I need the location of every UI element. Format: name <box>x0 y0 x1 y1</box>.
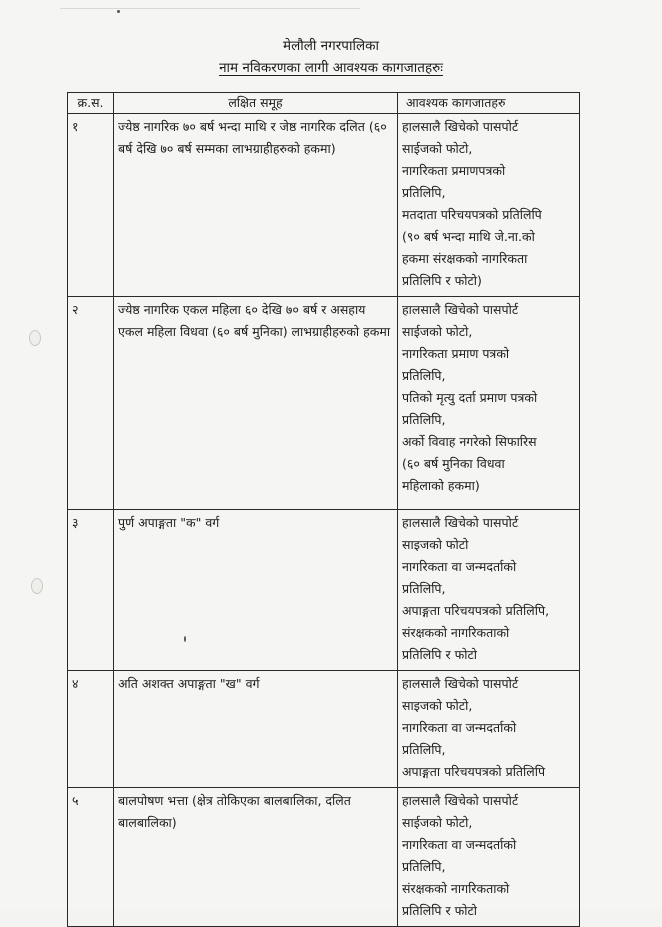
required-documents <box>398 671 580 788</box>
document-item: संरक्षकको नागरिकताको <box>402 881 510 896</box>
document-item: अर्को विवाह नगरेको सिफारिस <box>402 434 537 449</box>
paper-speck <box>117 10 120 13</box>
document-item: साईजको फोटो, <box>402 324 473 339</box>
document-item: नागरिकता वा जन्मदर्ताको <box>402 720 517 735</box>
document-item: प्रतिलिपि र फोटो <box>402 903 477 918</box>
table-row <box>68 510 580 671</box>
serial-number: ३ <box>68 510 114 671</box>
serial-number: ५ <box>68 788 114 927</box>
document-item: प्रतिलिपि, <box>402 859 446 874</box>
table-row <box>68 114 580 297</box>
paper-fold-mark <box>60 0 360 9</box>
table-row <box>68 788 580 927</box>
table-row <box>68 297 580 510</box>
document-item: प्रतिलिपि, <box>402 412 446 427</box>
required-documents <box>398 788 580 927</box>
document-item: साईजको फोटो, <box>402 815 473 830</box>
document-item: नागरिकता प्रमाणपत्रको <box>402 163 506 178</box>
document-item: हालसालै खिचेको पासपोर्ट <box>402 676 519 691</box>
target-group: बालपोषण भत्ता (क्षेत्र तोकिएका बालबालिका, दलित बालबालिका) <box>114 788 398 927</box>
required-documents-table <box>67 92 580 927</box>
document-item: नागरिकता वा जन्मदर्ताको <box>402 837 517 852</box>
serial-number: १ <box>68 114 114 297</box>
required-documents <box>398 510 580 671</box>
required-documents <box>398 114 580 297</box>
serial-number: ४ <box>68 671 114 788</box>
document-item: मतदाता परिचयपत्रको प्रतिलिपि <box>402 207 542 222</box>
document-item: (९० बर्ष भन्दा माथि जे.ना.को <box>402 229 535 244</box>
document-item: हकमा संरक्षकको नागरिकता <box>402 251 528 266</box>
document-subtitle: नाम नविकरणका लागी आवश्यक कागजातहरुः <box>219 60 443 76</box>
target-group: ज्येष्ठ नागरिक एकल महिला ६० देखि ७० बर्ष र असहाय एकल महिला विधवा (६० बर्ष मुनिका) लाभग्राहीहरुको हकमा <box>114 297 398 510</box>
document-item: प्रतिलिपि, <box>402 581 446 596</box>
column-header-required-documents: आवश्यक कागजातहरु <box>398 93 580 114</box>
document-item: (६० बर्ष मुनिका विधवा <box>402 456 505 471</box>
serial-number: २ <box>68 297 114 510</box>
document-item: प्रतिलिपि, <box>402 368 446 383</box>
target-group: ज्येष्ठ नागरिक ७० बर्ष भन्दा माथि र जेष्ठ नागरिक दलित (६० बर्ष देखि ७० बर्ष सम्मका लाभग्राहीहरुको हकमा) <box>114 114 398 297</box>
column-header-serial: क्र.स. <box>68 93 114 114</box>
document-item: प्रतिलिपि, <box>402 742 446 757</box>
document-item: नागरिकता वा जन्मदर्ताको <box>402 559 517 574</box>
document-item: प्रतिलिपि र फोटो <box>402 647 477 662</box>
document-item: प्रतिलिपि, <box>402 185 446 200</box>
table-row <box>68 671 580 788</box>
target-group: पुर्ण अपाङ्गता "क" वर्ग <box>114 510 398 671</box>
document-item: हालसालै खिचेको पासपोर्ट <box>402 515 519 530</box>
document-item: प्रतिलिपि र फोटो) <box>402 273 482 288</box>
document-item: हालसालै खिचेको पासपोर्ट <box>402 119 519 134</box>
document-item: साइजको फोटो <box>402 537 469 552</box>
document-item: अपाङ्गता परिचयपत्रको प्रतिलिपि <box>402 764 546 779</box>
document-header <box>0 36 662 78</box>
document-item: नागरिकता प्रमाण पत्रको <box>402 346 510 361</box>
table-header-row <box>68 93 580 114</box>
document-item: महिलाको हकमा) <box>402 478 480 493</box>
punch-hole-upper <box>29 330 41 346</box>
document-item: हालसालै खिचेको पासपोर्ट <box>402 793 519 808</box>
document-item: साइजको फोटो, <box>402 698 473 713</box>
document-item: हालसालै खिचेको पासपोर्ट <box>402 302 519 317</box>
document-item: अपाङ्गता परिचयपत्रको प्रतिलिपि, <box>402 603 550 618</box>
punch-hole-lower <box>31 578 43 594</box>
document-item: साईजको फोटो, <box>402 141 473 156</box>
document-item: पतिको मृत्यु दर्ता प्रमाण पत्रको <box>402 390 538 405</box>
column-header-target-group: लक्षित समूह <box>114 93 398 114</box>
target-group: अति अशक्त अपाङ्गता "ख" वर्ग <box>114 671 398 788</box>
required-documents <box>398 297 580 510</box>
document-item: संरक्षकको नागरिकताको <box>402 625 510 640</box>
organization-name: मेलौली नगरपालिका <box>283 38 379 54</box>
